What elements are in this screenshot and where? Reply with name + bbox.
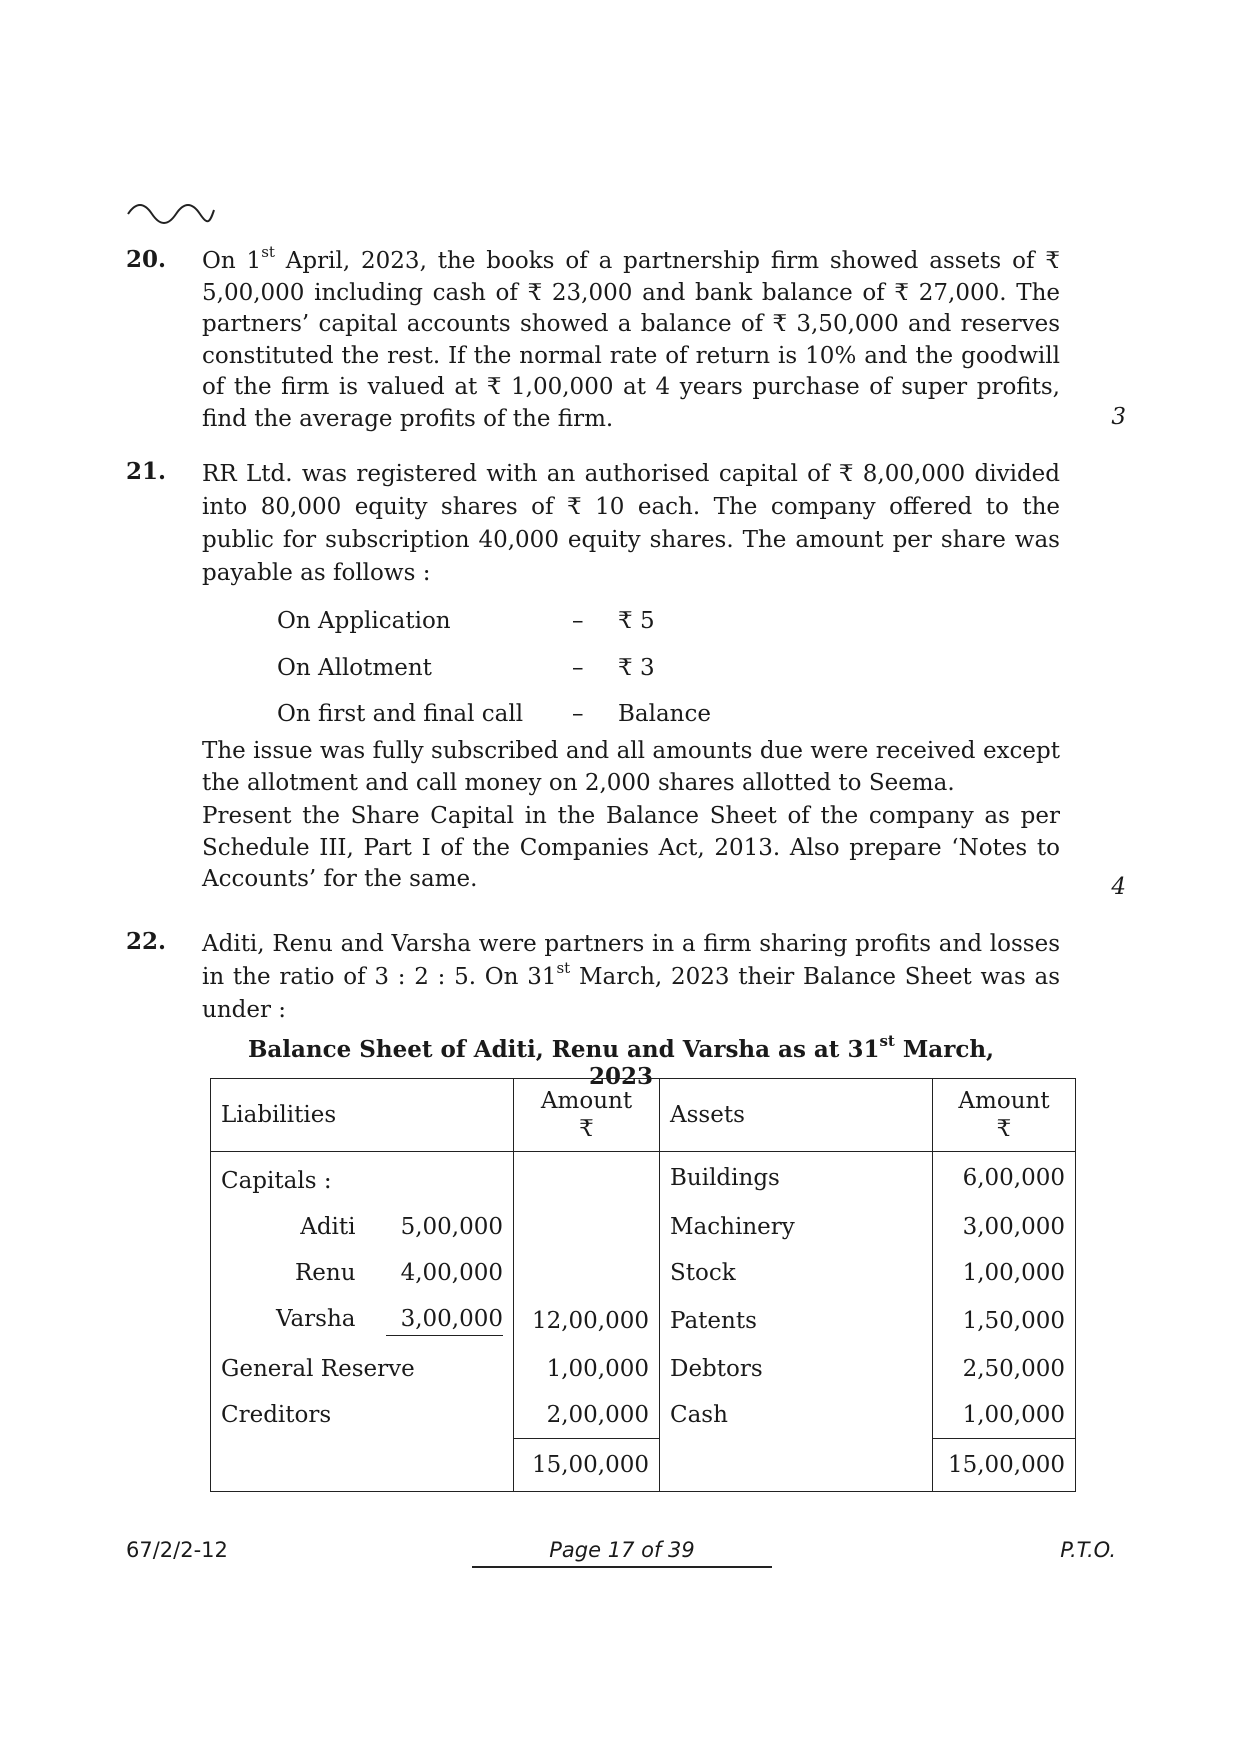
table-row: Creditors 2,00,000 Cash 1,00,000 [211,1392,1076,1439]
installment-list [277,598,1060,736]
marks: 3 [1111,404,1126,430]
page-number: Page 17 of 39 [472,1538,772,1568]
balance-sheet-table [210,1078,1076,1492]
question-paragraph: Present the Share Capital in the Balance Sheet of the company as per Schedule III, Part I of the Companies Act, 2013. Also prepare ‘Notes to Accounts’ for the same. [202,803,1060,892]
marks: 4 [1111,874,1126,900]
table-row: General Reserve 1,00,000 Debtors 2,50,000 [211,1346,1076,1392]
pto-label: P.T.O. [1060,1538,1116,1562]
table-row: Renu 4,00,000 Stock 1,00,000 [211,1250,1076,1296]
question-text [202,458,1060,896]
table-row: Aditi 5,00,000 Machinery 3,00,000 [211,1204,1076,1250]
table-row: Varsha 3,00,000 12,00,000 Patents 1,50,000 [211,1296,1076,1346]
capitals-total: 12,00,000 [514,1296,660,1346]
installment-row: On first and final call – Balance [277,700,711,727]
installment-row: On Application – ₹ 5 [277,608,655,634]
table-header-row [211,1079,1076,1152]
question-number: 20. [126,246,167,273]
table-row: Capitals : Buildings 6,00,000 [211,1152,1076,1205]
total-assets: 15,00,000 [933,1439,1076,1492]
balance-sheet-title: Balance Sheet of Aditi, Renu and Varsha as at 31st March, 2023 [247,1032,995,1090]
question-intro: RR Ltd. was registered with an authorised capital of ₹ 8,00,000 divided into 80,000 equity shares of ₹ 10 each. The company offered to the public for subscription 40,000 equity shares. The amount per share was payable as follows : [202,461,1060,586]
table-total-row [211,1439,1076,1492]
question-paragraph: The issue was fully subscribed and all amounts due were received except the allotment and call money on 2,000 shares allotted to Seema. [202,738,1060,796]
question-text: On 1st April, 2023, the books of a partnership firm showed assets of ₹ 5,00,000 including cash of ₹ 23,000 and bank balance of ₹ 27,000. The partners’ capital accounts showed a balance of ₹ 3,50,000 and reserves constituted the rest. If the normal rate of return is 10% and the goodwill of the firm is valued at ₹ 1,00,000 at 4 years purchase of super profits, find the average profits of the firm. [202,243,1060,432]
wave-decoration-icon [126,200,216,224]
total-liabilities: 15,00,000 [514,1439,660,1492]
paper-code: 67/2/2-12 [126,1538,228,1562]
header-liabilities: Liabilities [211,1079,514,1152]
header-assets: Assets [660,1079,933,1152]
header-amount: Amount ₹ [514,1079,660,1152]
header-amount: Amount ₹ [933,1079,1076,1152]
question-number: 21. [126,458,167,485]
question-text: Aditi, Renu and Varsha were partners in a firm sharing profits and losses in the ratio of 3 : 2 : 5. On 31st March, 2023 their Balance Sheet was as under : [202,931,1061,1023]
installment-row: On Allotment – ₹ 3 [277,655,655,681]
question-number: 22. [126,928,167,955]
